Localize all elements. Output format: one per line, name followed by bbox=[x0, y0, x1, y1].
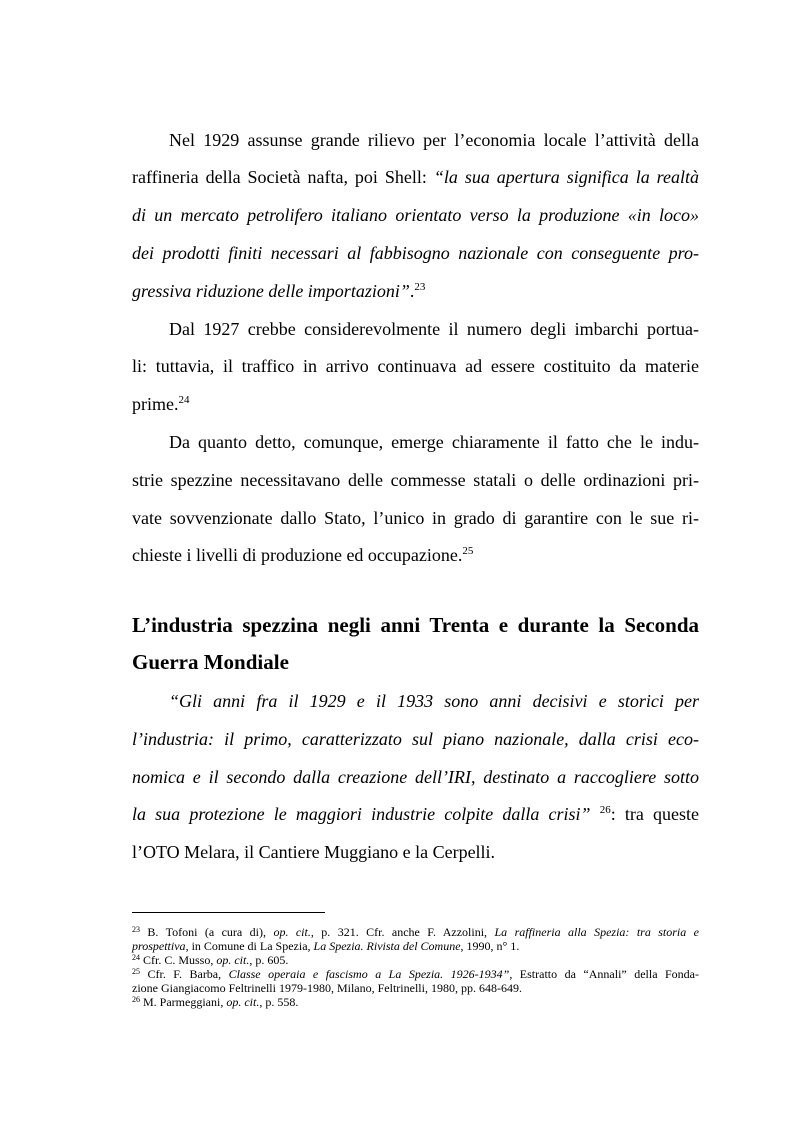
text-line: strie spezzine necessitavano delle commesse statali o delle ordinazioni pri- bbox=[132, 470, 699, 490]
quotation: “la sua apertura significa la realtà bbox=[433, 167, 700, 187]
text-line: la sua protezione le maggiori industrie colpite dalla crisi” $^{26}$: tra queste bbox=[132, 804, 699, 824]
footnote-23: $^{23}$ B. Tofoni (a cura di), op. cit., p. 321. Cfr. anche F. Azzolini, La raffineria alla Spezia: tra storia e bbox=[132, 925, 700, 939]
text-line: gressiva riduzione delle importazioni”.$^{23}$ bbox=[132, 281, 426, 301]
text-line: vate sovvenzionate dallo Stato, l’unico in grado di garantire con le sue ri- bbox=[132, 508, 699, 528]
text-line: dei prodotti finiti necessari al fabbisogno nazionale con conseguente pro- bbox=[132, 243, 699, 263]
footnote-ref-23[interactable]: 23 bbox=[414, 281, 426, 293]
footnote-ref-25[interactable]: 25 bbox=[462, 545, 474, 557]
footnote-ref-26[interactable]: 26 bbox=[599, 804, 611, 816]
footnote-separator bbox=[132, 912, 325, 913]
heading-line: Guerra Mondiale bbox=[132, 650, 289, 674]
text-line: “Gli anni fra il 1929 e il 1933 sono anni decisivi e storici per bbox=[169, 691, 699, 711]
footnote-26: $^{26}$ M. Parmeggiani, op. cit., p. 558. bbox=[132, 995, 299, 1009]
footnote-24: $^{24}$ Cfr. C. Musso, op. cit., p. 605. bbox=[132, 953, 289, 967]
text-line: l’OTO Melara, il Cantiere Muggiano e la Cerpelli. bbox=[132, 842, 496, 862]
footnote-25: $^{25}$ Cfr. F. Barba, Classe operaia e fascismo a La Spezia. 1926-1934”, Estratto da “Annali” della Fonda- bbox=[132, 967, 700, 981]
text-line: prime.$^{24}$ bbox=[132, 394, 190, 414]
text-line: Nel 1929 assunse grande rilievo per l’economia locale l’attività della bbox=[169, 130, 699, 150]
text-line: Dal 1927 crebbe considerevolmente il numero degli imbarchi portua- bbox=[169, 319, 699, 339]
text-line: l’industria: il primo, caratterizzato sul piano nazionale, dalla crisi eco- bbox=[132, 729, 699, 749]
footnote-23-cont: prospettiva, in Comune di La Spezia, La Spezia. Rivista del Comune, 1990, n° 1. bbox=[132, 939, 520, 953]
text-line: nomica e il secondo dalla creazione dell’IRI, destinato a raccogliere sotto bbox=[132, 767, 699, 787]
text-line: li: tuttavia, il traffico in arrivo continuava ad essere costituito da materie bbox=[132, 356, 699, 376]
text-line: raffineria della Società nafta, poi Shell: “la sua apertura significa la realtà bbox=[132, 167, 700, 187]
text-line: Da quanto detto, comunque, emerge chiaramente il fatto che le indu- bbox=[169, 432, 699, 452]
footnote-25-cont: zione Giangiacomo Feltrinelli 1979-1980, Milano, Feltrinelli, 1980, pp. 648-649. bbox=[132, 981, 522, 995]
text-line: di un mercato petrolifero italiano orientato verso la produzione «in loco» bbox=[132, 205, 699, 225]
footnote-ref-24[interactable]: 24 bbox=[178, 394, 190, 406]
text-line: chieste i livelli di produzione ed occupazione.$^{25}$ bbox=[132, 545, 474, 565]
heading-line: L’industria spezzina negli anni Trenta e durante la Seconda bbox=[132, 613, 699, 637]
